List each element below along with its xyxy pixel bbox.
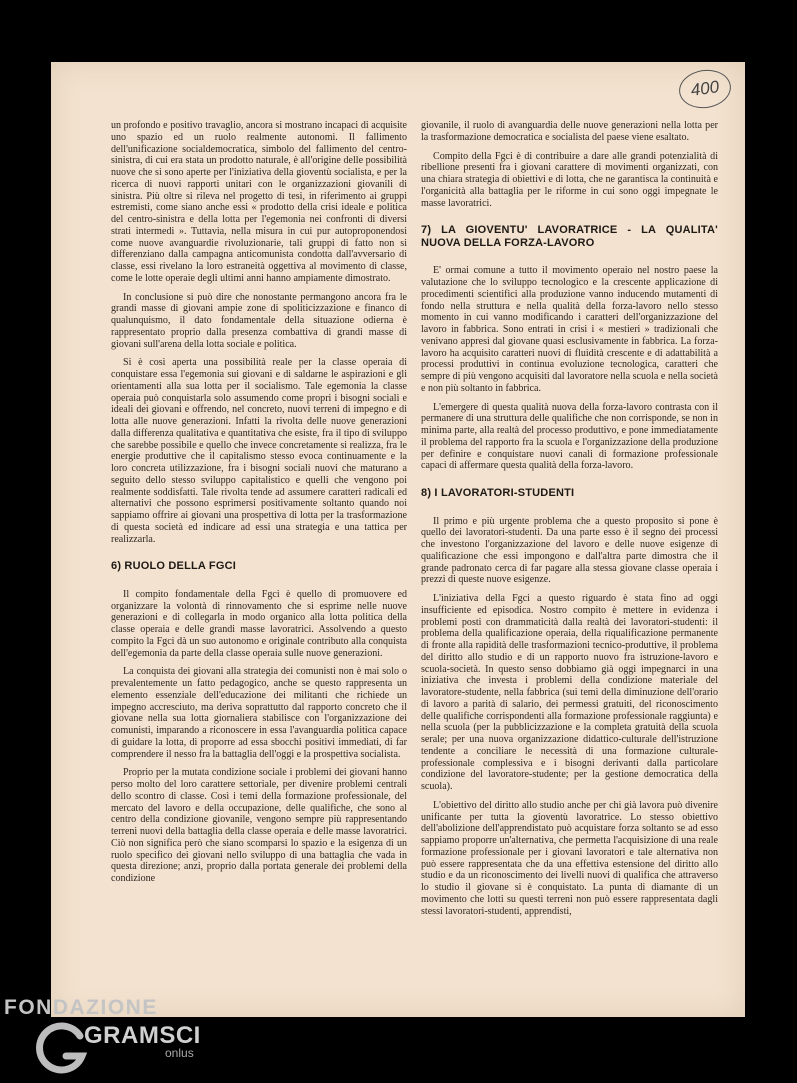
paragraph: Il primo e più urgente problema che a questo proposito si pone è quello dei lavoratori-studenti. Da una parte esso è il segno dei processi che investono l'organizzazione del lavoro e delle nuove esigenze di qualificazione che essi impongono e dall'altra parte dimostra che il grande padronato cerca di far pagare alla stessa giovane classe operaia i prezzi di queste nuove esigenze.: [421, 515, 718, 586]
watermark-logo: [32, 1018, 232, 1078]
watermark-gramsci: GRAMSCI: [84, 1022, 201, 1049]
paragraph: L'emergere di questa qualità nuova della forza-lavoro contrasta con il permanere di una struttura delle qualifiche che non corrisponde, se non in minima parte, alla realtà del processo produttivo, e pone immediatamente il problema del rapporto fra la scuola e l'organizzazione della produzione per definire e conquistare nuovi canali di formazione professionale capaci di affermare questa qualità della forza-lavoro.: [421, 401, 718, 472]
paragraph: La conquista dei giovani alla strategia dei comunisti non è mai solo o prevalentemente un fatto pedagogico, anche se questo rappresenta un elemento essenziale dell'educazione dei militanti che richiede un impegno accresciuto, ma deriva soprattutto dal rapporto concreto che il giovane nella sua lotta giornaliera stabilisce con l'organizzazione dei comunisti, imparando a riconoscere in essa l'avanguardia politica capace di guidare la lotta, di proporre ad essa sbocchi positivi immediati, di far comprendere il nesso fra la battaglia dell'oggi e la prospettiva socialista.: [111, 666, 407, 760]
paragraph: giovanile, il ruolo di avanguardia delle nuove generazioni nella lotta per la trasformazione democratica e socialista del paese viene esaltato.: [421, 120, 718, 143]
paragraph: Proprio per la mutata condizione sociale i problemi dei giovani hanno perso molto del loro carattere settoriale, per divenire problemi centrali dello scontro di classe. Così i temi della formazione professionale, del mercato del lavoro e della occupazione, delle qualifiche, che sono al centro della condizione giovanile, vengono sempre più rappresentando terreni nuovi della battaglia della classe operaia e delle masse lavoratrici. Ciò non significa però che siano scomparsi lo spazio e la esigenza di un ruolo specifico dei giovani nello sviluppo di una battaglia che vada in questa direzione; anzi, proprio dalla portata generale dei problemi della condizione: [111, 767, 407, 884]
section-heading-6: 6) RUOLO DELLA FGCI: [111, 560, 236, 573]
paragraph: Si è così aperta una possibilità reale per la classe operaia di conquistare essa l'egemonia sui giovani e di saldarne le aspirazioni e gli orientamenti alla sua lotta per il socialismo. Tale egemonia la classe operaia può conquistarla solo assumendo come propri i bisogni sociali e ideali dei giovani e offrendo, nel concreto, nuovi terreni di impegno e di lotta alle nuove generazioni. Infatti la rivolta delle nuove generazioni dalla differenza qualitativa e quantitativa che esiste, fra il tipo di sviluppo che sarebbe possibile e quello che invece concretamente si realizza, fra le energie produttive che il capitalismo stesso evoca continuamente e la loro concreta utilizzazione, fra i bisogni sociali nuovi che maturano a seguito dello stesso sviluppo capitalistico e quelli che vengono poi realmente soddisfatti. Tale rivolta tende ad assumere caratteri radicali ed alternativi che possono esprimersi positivamente soltanto quando noi sappiamo offrire ai giovani una prospettiva di lotta per la trasformazione di questa società ed indicare ad essi una strategia e una tattica per realizzarla.: [111, 357, 407, 545]
archive-watermark: [4, 996, 201, 1060]
paragraph: Compito della Fgci è di contribuire a dare alle grandi potenzialità di ribellione presenti fra i giovani carattere di movimenti organizzati, con una chiara strategia di obiettivi e di lotta, che ne garantisca la continuità e l'organicità alla battaglia per le riforme in cui sono oggi impegnate le masse lavoratrici.: [421, 150, 718, 209]
gramsci-g-logo-icon: [32, 1018, 92, 1078]
handwritten-page-number: 400: [677, 67, 734, 112]
paragraph: un profondo e positivo travaglio, ancora si mostrano incapaci di acquisite uno spazio ed un ruolo realmente autonomi. Il fallimento dell'unificazione socialdemocratica, simbolo del fallimento del centro-sinistra, di cui era stata un prodotto naturale, è all'origine delle possibilità nuove che si sono aperte per l'iniziativa della gioventù socialista, e per la ricerca di nuovi rapporti unitari con le organizzazioni giovanili di sinistra. Più oltre si rileva nel progetto di tesi, in riferimento ai gruppi estremisti, come siano anche essi « prodotto della crisi ideale e politica del centro-sinistra e della lotta per l'egemonia nei confronti di diversi strati intermedi ». Tuttavia, nella misura in cui pur autoproponendosi come nuove avanguardie rivoluzionarie, tali gruppi di fatto non si differenziano dalla campagna anticomunista condotta dall'avversario di classe, essi rivelano la loro estraneità oggettiva al movimento di classe, come le lotte operaie degli ultimi anni hanno ampiamente dimostrato.: [111, 120, 407, 284]
paragraph: Il compito fondamentale della Fgci è quello di promuovere ed organizzare la volontà di rinnovamento che si esprime nelle nuove generazioni e di collegarla in modo organico alla lotta politica della classe operaia e delle grandi masse lavoratrici. Assolvendo a questo compito la Fgci dà un suo autonomo e originale contributo alla conquista dell'egemonia da parte della classe operaia sulle nuove generazioni.: [111, 588, 407, 659]
section-heading-8: 8) I LAVORATORI-STUDENTI: [421, 487, 575, 499]
paragraph: L'iniziativa della Fgci a questo riguardo è stata fino ad oggi insufficiente ed episodica. Nostro compito è mettere in evidenza i problemi posti con drammaticità dalla realtà dei lavoratori-studenti: il problema della qualificazione operaia, della riqualificazione permanente di fronte alla rapidità delle trasformazioni tecnico-produttive, il problema del diritto allo studio e di un rapporto nuovo fra istruzione-lavoro e scuola-società. In questo senso dobbiamo già oggi impegnarci in una iniziativa che investa i problemi della condizione materiale del lavoratore-studente, nella fabbrica (sui temi della diminuzione dell'orario di lavoro a parità di salario, dei permessi gratuiti, del riconoscimento delle qualifiche corrispondenti alla formazione professionale raggiunta) e nella scuola (per la pubblicizzazione e la completa gratuità della scuola serale; per una nuova organizzazione didattico-culturale dell'istruzione tendente a conciliare le necessità di una formazione culturale-professionale complessiva e i bisogni derivanti dalla particolare condizione del lavoratore-studente; per la gestione democratica della scuola).: [421, 593, 718, 792]
paragraph: L'obiettivo del diritto allo studio anche per chi già lavora può divenire unificante per tutta la gioventù lavoratrice. Lo stesso obiettivo dell'abolizione dell'apprendistato può acquistare forza soltanto se ad esso sappiamo proporre un'alternativa, che permetta l'acquisizione di una reale formazione professionale per i giovani lavoratori e tale alternativa non può essere rappresentata che da una effettiva estensione del diritto allo studio e da un riconoscimento dei livelli nuovi di qualifica che attraverso lo studio il giovane si è conquistato. La punta di diamante di un movimento che lotti su questi terreni non può essere rappresentata dagli stessi lavoratori-studenti, apprendisti,: [421, 799, 718, 917]
left-column: [111, 120, 407, 885]
paragraph: In conclusione si può dire che nonostante permangono ancora fra le grandi masse di giovani ampie zone di spoliticizzazione e financo di qualunquismo, il dato fondamentale della situazione odierna è rappresentato proprio dalla presenza combattiva di grandi masse di giovani sull'arena della lotta sociale e politica.: [111, 291, 407, 350]
section-heading-7: 7) LA GIOVENTU' LAVORATRICE - LA QUALITA' NUOVA DELLA FORZA-LAVORO: [421, 224, 718, 249]
document-page: [51, 62, 745, 1017]
watermark-onlus: onlus: [165, 1046, 194, 1060]
watermark-fondazione: FONDAZIONE: [4, 996, 158, 1019]
paragraph: E' ormai comune a tutto il movimento operaio nel nostro paese la valutazione che lo sviluppo tecnologico e la crescente applicazione di procedimenti scientifici alla produzione vanno inducendo mutamenti di fondo nella struttura e nella qualità della forza-lavoro nello stesso momento in cui vanno modificando i caratteri dell'organizzazione del lavoro in fabbrica. Sono entrati in crisi i « mestieri » tradizionali che venivano appresi dal giovane quasi esclusivamente in fabbrica. La forza-lavoro ha acquisito caratteri nuovi di fluidità crescente e di adattabilità a processi produttivi in continua evoluzione tecnologica, caratteri che sempre di più vengono acquisiti dal lavoratore nella scuola e nella società e non più soltanto in fabbrica.: [421, 265, 718, 394]
right-column: [421, 120, 718, 917]
